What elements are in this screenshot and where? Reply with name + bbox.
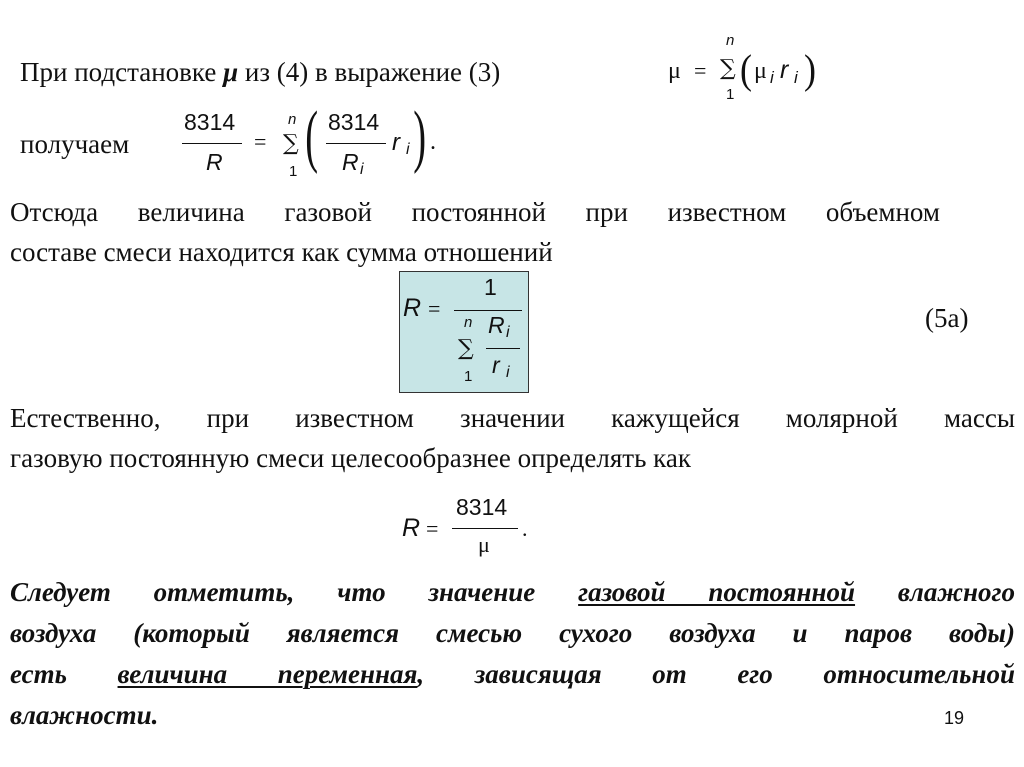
- eqo-sum-upper: n: [288, 111, 297, 128]
- intro-text-after: из (4) в выражение (3): [244, 57, 501, 87]
- eq3-sum-lower: 1: [726, 86, 735, 103]
- note-underlined-variable: величина переменная: [117, 659, 418, 689]
- note-line1-part-b: влажного: [897, 577, 1015, 607]
- note-line1-part-a: Следует отметить, что значение: [10, 577, 536, 607]
- eqo-r-sub: i: [406, 141, 410, 158]
- eq3-sum-upper: n: [726, 32, 735, 49]
- eq3-r: r: [780, 56, 789, 84]
- eq5a-lhs: R: [403, 294, 422, 322]
- eq5a-equals: =: [428, 296, 441, 321]
- eq5a-ratio-num-sub: i: [506, 324, 510, 341]
- right-paren-icon: ): [413, 98, 427, 175]
- paragraph2-line2: газовую постоянную смеси целесообразнее определять как: [10, 443, 691, 473]
- eqmu-denominator: μ: [478, 532, 490, 557]
- note-line3: [10, 658, 1015, 690]
- eq5a-sum-lower: 1: [464, 368, 473, 385]
- paragraph1-line2: составе смеси находится как сумма отношений: [10, 237, 553, 267]
- eqo-inner-numerator: 8314: [328, 109, 380, 135]
- eq5a-numerator: 1: [484, 274, 497, 300]
- summation-icon: ∑: [283, 131, 299, 156]
- eq5a-ratio-den-sub: i: [506, 364, 510, 381]
- equation-mu: [400, 490, 540, 565]
- obtained-label: получаем: [20, 129, 130, 159]
- eqo-r: r: [392, 129, 400, 156]
- eq3-r-sub: i: [794, 68, 798, 87]
- eq5a-ratio-numerator: R: [488, 312, 505, 338]
- paragraph2-line1: Естественно, при известном значении кажущейся молярной массы: [10, 403, 1015, 433]
- paragraph1-line1: Отсюда величина газовой постоянной при известном объемном: [10, 197, 940, 227]
- mu-symbol: μ: [223, 57, 239, 87]
- equation-3: [660, 20, 840, 120]
- eqo-equals: =: [254, 129, 267, 154]
- equation-5a-label: (5а): [925, 303, 969, 333]
- intro-line: [20, 56, 500, 88]
- eqo-inner-fraction-bar: [326, 143, 386, 144]
- eq3-mu: μ: [754, 58, 767, 84]
- eqo-lhs-denominator: R: [206, 149, 223, 175]
- eq5a-main-fraction-bar: [454, 310, 522, 311]
- eq5a-ratio-denominator: r: [492, 352, 500, 378]
- left-paren-icon: (: [740, 46, 752, 92]
- eqo-inner-denominator: R: [342, 149, 359, 175]
- eqmu-period: .: [522, 516, 528, 541]
- eq3-mu-sub: i: [770, 68, 774, 87]
- summation-icon: ∑: [458, 336, 474, 361]
- equation-5a-box: [399, 271, 529, 393]
- eq3-lhs: μ: [668, 58, 681, 84]
- note-line3-part-a: есть: [10, 659, 67, 689]
- eq3-equals: =: [694, 58, 707, 83]
- eqo-inner-den-sub: i: [360, 161, 364, 178]
- note-line4: влажности.: [10, 700, 159, 730]
- eqmu-lhs: R: [402, 514, 421, 542]
- eqmu-fraction-bar: [452, 528, 518, 529]
- eqmu-equals: =: [426, 516, 439, 541]
- eqo-period: .: [430, 129, 436, 155]
- eqmu-numerator: 8314: [456, 494, 508, 520]
- equation-obtained: [180, 98, 450, 190]
- page-number: 19: [944, 708, 965, 728]
- left-paren-icon: (: [305, 98, 319, 175]
- eq5a-sum-upper: n: [464, 314, 473, 331]
- eqo-lhs-numerator: 8314: [184, 109, 236, 135]
- note-underlined-gas-constant: газовой постоянной: [578, 577, 856, 607]
- note-line2: воздуха (который является смесью сухого воздуха и паров воды): [10, 618, 1015, 648]
- note-line3-part-b: , зависящая от его относительной: [417, 659, 1015, 689]
- eqo-sum-lower: 1: [289, 163, 298, 180]
- eq5a-ratio-fraction-bar: [486, 348, 520, 349]
- eqo-lhs-fraction-bar: [182, 143, 242, 144]
- intro-text-before: При подстановке: [20, 57, 217, 87]
- note-line1: [10, 576, 1015, 608]
- summation-icon: ∑: [720, 56, 736, 81]
- right-paren-icon: ): [804, 46, 816, 92]
